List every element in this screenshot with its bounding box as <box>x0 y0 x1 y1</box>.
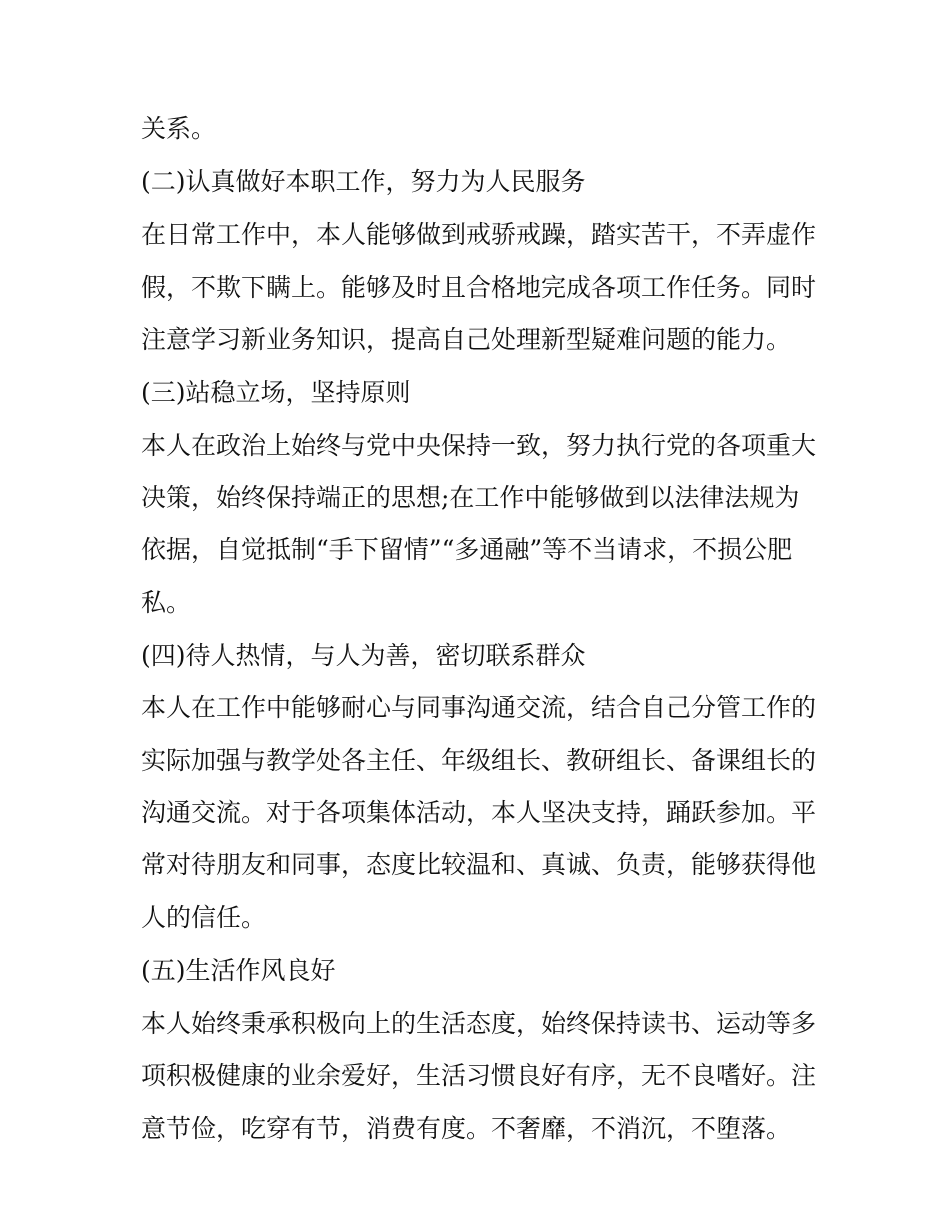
section-heading: (三)站稳立场，坚持原则 <box>141 378 411 407</box>
section-heading: (二)认真做好本职工作，努力为人民服务 <box>141 167 586 196</box>
text-line: 决策，始终保持端正的思想;在工作中能够做到以法律法规为 <box>141 483 800 512</box>
text-line: 在日常工作中，本人能够做到戒骄戒躁，踏实苦干，不弄虚作 <box>141 220 817 249</box>
text-line: 关系。 <box>141 114 217 143</box>
text-line: 私。 <box>141 588 192 617</box>
text-line: 沟通交流。对于各项集体活动，本人坚决支持，踊跃参加。平 <box>141 798 817 827</box>
text-line: 人的信任。 <box>141 903 267 932</box>
text-line: 项积极健康的业余爱好，生活习惯良好有序，无不良嗜好。注 <box>141 1061 817 1090</box>
text-line: 本人在政治上始终与党中央保持一致，努力执行党的各项重大 <box>141 431 817 460</box>
text-line: 依据，自觉抵制“手下留情”“多通融”等不当请求，不损公肥 <box>141 535 793 564</box>
text-line: 假，不欺下瞒上。能够及时且合格地完成各项工作任务。同时 <box>141 273 817 302</box>
text-line: 常对待朋友和同事，态度比较温和、真诚、负责，能够获得他 <box>141 850 817 879</box>
text-line: 本人始终秉承积极向上的生活态度，始终保持读书、运动等多 <box>141 1009 817 1038</box>
text-line: 本人在工作中能够耐心与同事沟通交流，结合自己分管工作的 <box>141 693 817 722</box>
text-line: 实际加强与教学处各主任、年级组长、教研组长、备课组长的 <box>141 746 817 775</box>
text-line: 注意学习新业务知识，提高自己处理新型疑难问题的能力。 <box>141 325 792 354</box>
section-heading: (五)生活作风良好 <box>141 956 336 985</box>
text-line: 意节俭，吃穿有节，消费有度。不奢靡，不消沉，不堕落。 <box>141 1114 792 1143</box>
section-heading: (四)待人热情，与人为善，密切联系群众 <box>141 641 586 670</box>
